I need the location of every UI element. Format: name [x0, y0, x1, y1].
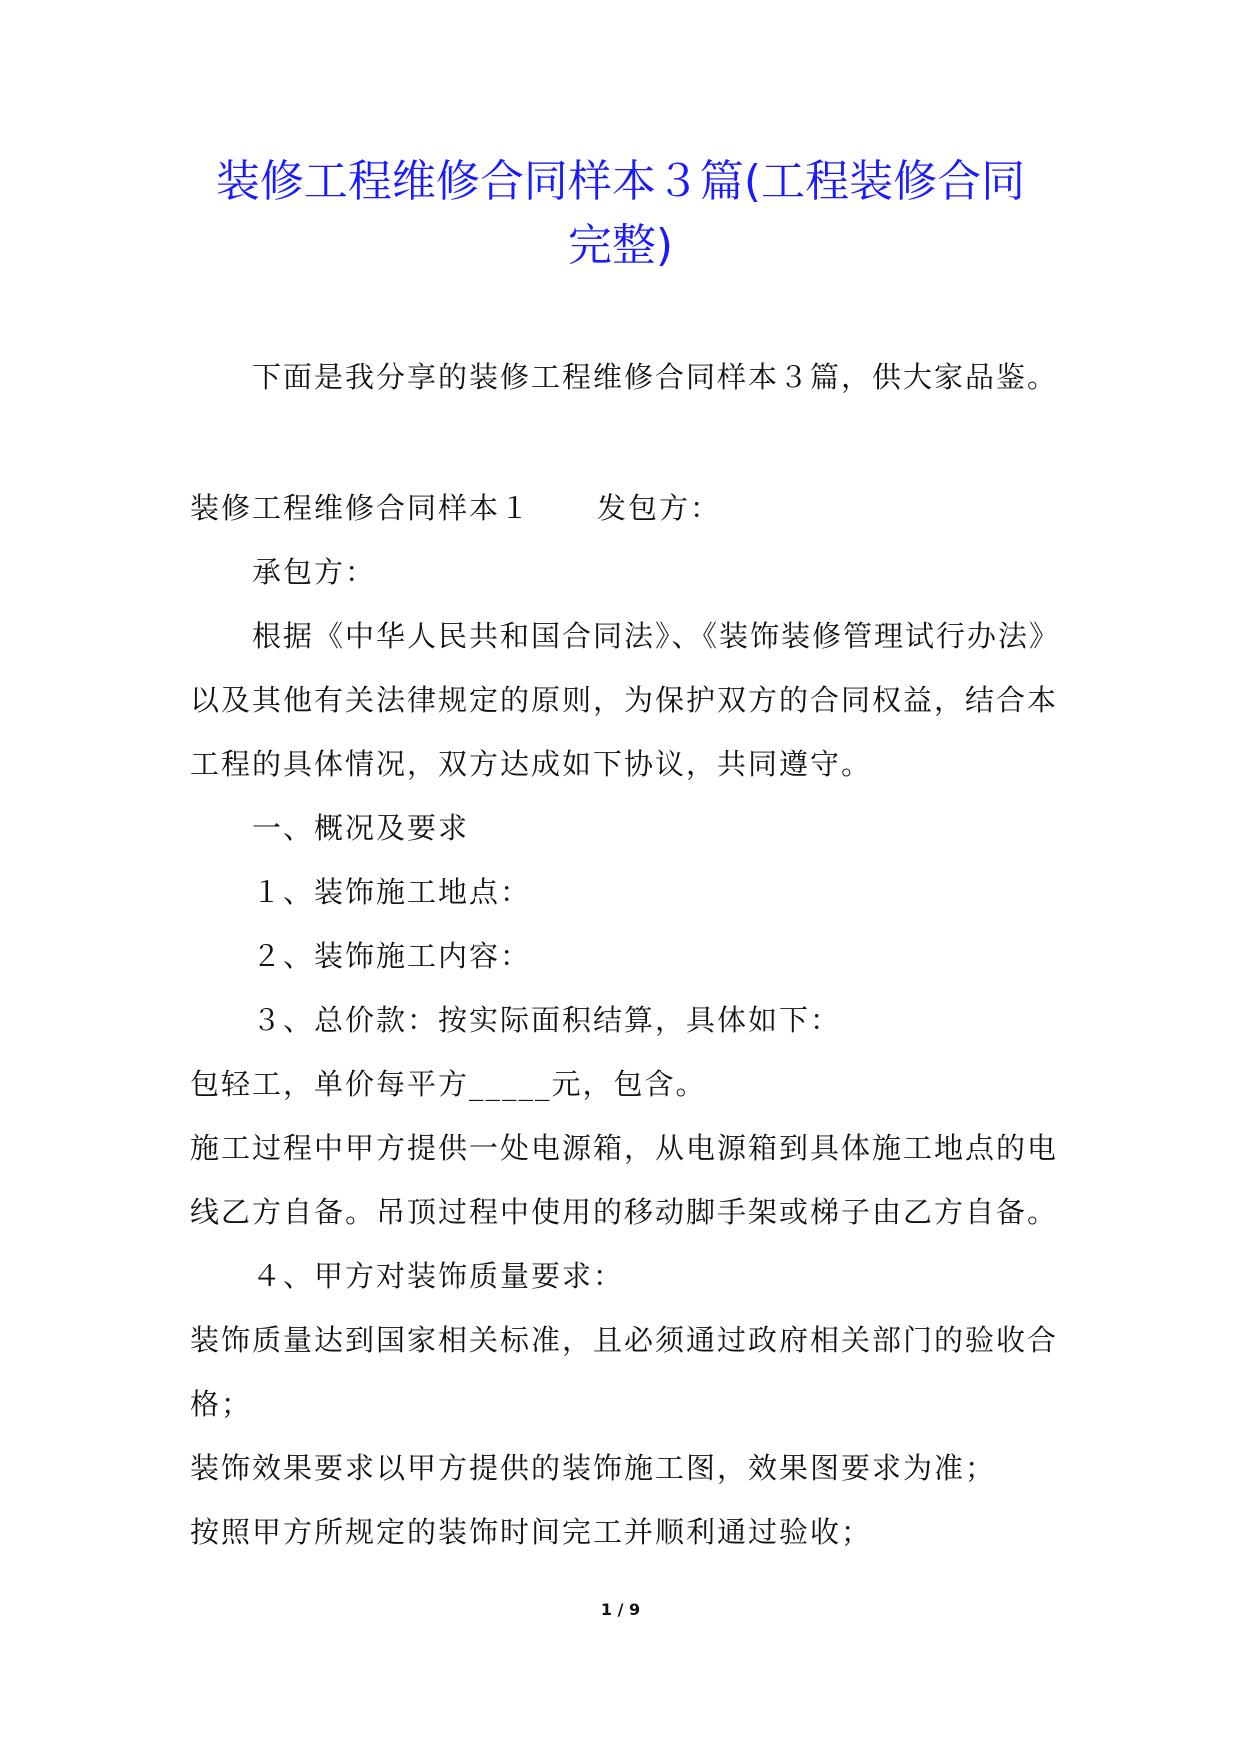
sample-heading: 装修工程维修合同样本１ [190, 491, 532, 525]
effect-line: 装饰效果要求以甲方提供的装饰施工图，效果图要求为准； [190, 1451, 997, 1485]
item-1-location: １、装饰施工地点： [252, 875, 532, 909]
quality-line-2: 格； [190, 1387, 253, 1421]
sample-heading-row [190, 488, 721, 528]
item-4-quality: ４、甲方对装饰质量要求： [252, 1259, 625, 1293]
page-number: 1 / 9 [600, 1600, 641, 1619]
power-line-2: 线乙方自备。吊顶过程中使用的移动脚手架或梯子由乙方自备。 [190, 1195, 1059, 1229]
basis-line-3: 工程的具体情况，双方达成如下协议，共同遵守。 [190, 747, 873, 781]
intro-paragraph: 下面是我分享的装修工程维修合同样本３篇，供大家品鉴。 [252, 360, 1059, 394]
title-line-1: 装修工程维修合同样本３篇(工程装修合同 [215, 156, 1026, 207]
employer-label: 发包方： [597, 491, 722, 525]
basis-line-2: 以及其他有关法律规定的原则，为保护双方的合同权益，结合本 [190, 683, 1059, 717]
section-heading-overview: 一、概况及要求 [252, 811, 470, 845]
power-line-1: 施工过程中甲方提供一处电源箱，从电源箱到具体施工地点的电 [190, 1131, 1059, 1165]
schedule-line: 按照甲方所规定的装饰时间完工并顺利通过验收； [190, 1515, 873, 1549]
item-2-content: ２、装饰施工内容： [252, 939, 532, 973]
basis-line-1: 根据《中华人民共和国合同法》、《装饰装修管理试行办法》 [252, 619, 1061, 653]
title-line-2: 完整) [567, 220, 674, 271]
contractor-label: 承包方： [252, 555, 377, 589]
quality-line-1: 装饰质量达到国家相关标准，且必须通过政府相关部门的验收合 [190, 1323, 1059, 1357]
item-3-price: ３、总价款：按实际面积结算，具体如下： [252, 1003, 842, 1037]
price-line: 包轻工，单价每平方_____元，包含。 [190, 1067, 707, 1101]
document-title [150, 150, 1091, 278]
